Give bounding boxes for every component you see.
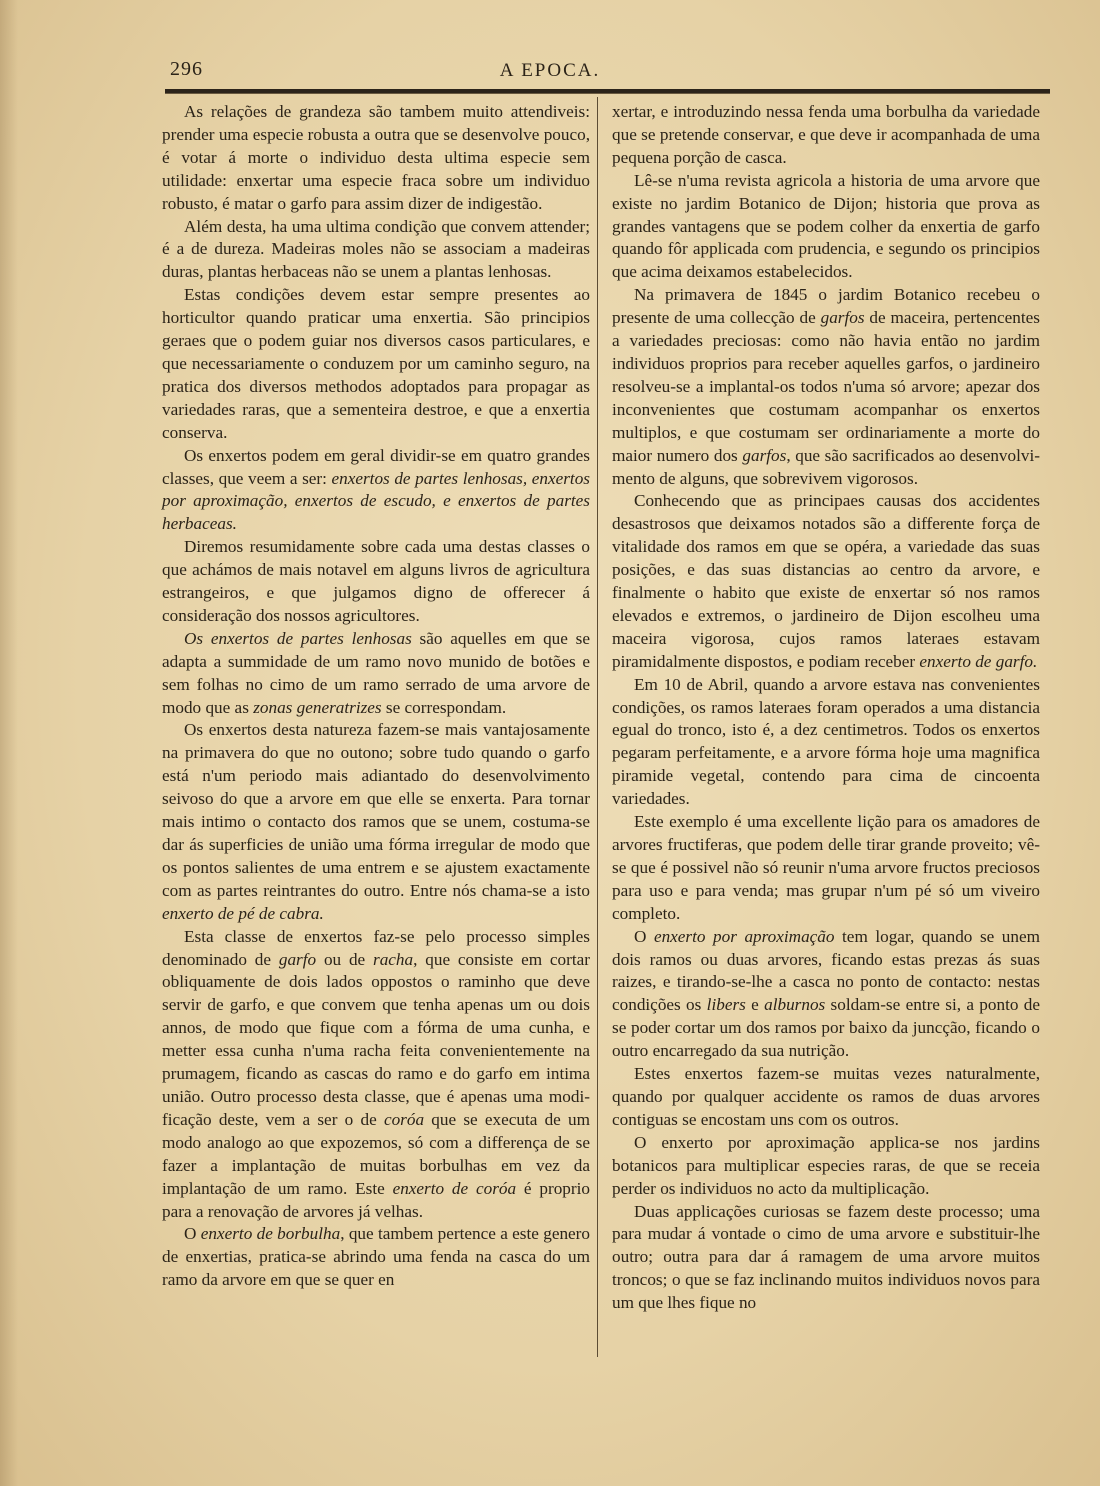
- paragraph: Em 10 de Abril, quando a arvore estava nas convenientes condições, os ramos lateraes foram operados a uma distancia egual do tronco, isto é, a dez centimetros. Todos os enxertos pegaram perfeitamente, e a arvore fórma hoje uma magnifica piramide vegetal, contendo para cima de cincoenta variedades.: [612, 674, 1040, 809]
- binding-shadow: [0, 0, 18, 1486]
- paragraph: Duas applicações curiosas se fazem deste processo; uma para mudar á vontade o cimo de uma arvore e substituir-lhe outro; outra para dar á ramagem de uma arvore muitos troncos; o que se faz inclinando muitos individuos novos para um que lhes fique no: [612, 1201, 1040, 1313]
- paragraph: Lê-se n'uma revista agricola a historia de uma arvore que existe no jardim Botanico de Dijon; historia que prova as grandes vantagens que se podem colher da enxertia de garfo quando fôr applicada com prudencia, e segundo os principios que acima deixamos estabelecidos.: [612, 170, 1040, 282]
- paragraph: Na primavera de 1845 o jardim Botanico recebeu o presente de uma collecção de garfos de maceira, pertencentes a variedades preciosas: como não havia então no jardim individuos proprios para receber aquelles garfos, o jardineiro resolveu-se a implantal-os todos n'uma só arvore; apezar dos inconvenientes que costumam acompanhar os enxertos multiplos, e que costumam ser ordinariamente a morte do maior numero dos garfos, que são sacrificados ao desenvolvimento de alguns, que sobrevivem vigorosos.: [612, 285, 1040, 488]
- paragraph: Diremos resumidamente sobre cada uma destas classes o que achámos de mais notavel em alguns livros de agricultura estrangeiros, e que julgamos digno de offerecer á consideração dos nossos agricultores.: [162, 537, 590, 625]
- paragraph: Esta classe de enxertos faz-se pelo processo simples denominado de garfo ou de racha, que consiste em cortar obliquamente de dois lados oppostos o raminho que deve servir de garfo, e que convem que tenha apenas um ou dois annos, de modo que fique com a fórma de uma cunha, e metter essa cunha n'uma racha feita convenientemente na prumagem, ficando as cascas do ramo e do garfo em intima união. Outro processo desta classe, que é apenas uma modificação deste, vem a ser o de coróa que se executa de um modo analogo ao que expozemos, só com a differença de se fazer a implantação de muitas borbulhas em vez da implantação de um ramo. Este enxerto de coróa é proprio para a renovação de arvores já velhas.: [162, 926, 591, 1221]
- paragraph: O enxerto por aproximação applica-se nos jardins botanicos para multiplicar especies raras, de que se receia perder os individuos no acto da multiplicação.: [612, 1132, 1040, 1198]
- paragraph: Além desta, ha uma ultima condição que convem attender; é a de dureza. Madeiras moles não se associam a madeiras duras, plantas herbaceas não se unem a plantas lenhosas.: [162, 216, 590, 282]
- right-column: [612, 101, 1040, 1315]
- paragraph: O enxerto por aproximação tem logar, quando se unem dois ramos ou duas arvores, ficando estas prezas ás suas raizes, e tirando-se-lhe a casca no ponto de contacto: nestas condições os libers e alburnos soldam-se entre si, a ponto de se poder cortar um dos ramos por baixo da juncção, ficando o outro encarregado da sua nutrição.: [612, 926, 1040, 1061]
- page-number: 296: [170, 58, 203, 80]
- column-divider: [597, 97, 598, 1357]
- paragraph: As relações de grandeza são tambem muito attendiveis: prender uma especie robusta a outra que se desenvolve pouco, é votar á morte o individuo desta ultima especie sem utilidade: enxertar uma especie fraca sobre um individuo robusto, é matar o garfo para assim dizer de indigestão.: [162, 102, 590, 213]
- header-rule: [165, 89, 1050, 94]
- paragraph: Estas condições devem estar sempre presentes ao horticultor quando praticar uma enxertia. São principios geraes que o podem guiar nos diversos casos particulares, e que necessariamente o conduzem por um caminho seguro, na pratica dos diversos methodos adoptados para propagar as variedades raras, que a sementeira destroe, e que a enxertia conserva.: [162, 285, 590, 442]
- paragraph: Os enxertos podem em geral dividir-se em quatro grandes classes, que veem a ser: enxertos de partes lenhosas, enxertos por aproximação, enxertos de escudo, e enxertos de partes herbaceas.: [162, 445, 590, 534]
- paragraph: O enxerto de borbulha, que tambem pertence a este genero de enxertias, pratica-se abrindo uma fenda na casca do um ramo da arvore em que se quer en: [162, 1224, 590, 1290]
- paragraph: Os enxertos desta natureza fazem-se mais vantajosamente na primavera do que no outono; sobre tudo quando o garfo está n'um periodo mais adiantado do desenvolvimento seivoso do que a arvore em que elle se enxerta. Para tornar mais intimo o contacto dos ramos que se unem, costuma-se dar ás superficies de união uma fórma irregular de modo que os pontos salientes de uma entrem e se ajustem exactamente com as partes reintrantes do outro. Entre nós chama-se a isto enxerto de pé de cabra.: [162, 720, 590, 923]
- paragraph: Conhecendo que as principaes causas dos accidentes desastrosos que deixamos notados são a differente força de vitalidade dos ramos em que se opéra, a variedade das suas posições, e das suas distancias ao centro da arvore, e finalmente o habito que existe de enxertar só nos ramos elevados e extremos, o jardineiro de Dijon escolheu uma maceira vigorosa, cujos ramos lateraes estavam piramidalmente dispostos, e podiam receber enxerto de garfo.: [612, 491, 1040, 671]
- paragraph: xertar, e introduzindo nessa fenda uma borbulha da variedade que se pretende conservar, e que deve ir acompanhada de uma pequena porção de casca.: [612, 102, 1040, 167]
- left-column: [162, 101, 590, 1292]
- paragraph: Estes enxertos fazem-se muitas vezes naturalmente, quando por qualquer accidente os ramos de duas arvores contiguas se encostam uns com os outros.: [612, 1064, 1040, 1129]
- paragraph: Este exemplo é uma excellente lição para os amadores de arvores fructiferas, que podem delle tirar grande proveito; vê-se que é possivel não só reunir n'uma arvore fructos preciosos para uso e para venda; mas grupar n'um pé só um viveiro completo.: [612, 812, 1040, 923]
- running-head-title: A EPOCA.: [499, 60, 601, 81]
- paragraph: Os enxertos de partes lenhosas são aquelles em que se adapta a summidade de um ramo novo munido de botões e sem folhas no cimo de um ramo serrado de uma arvore de modo que as zonas generatrizes se correspondam.: [162, 628, 590, 717]
